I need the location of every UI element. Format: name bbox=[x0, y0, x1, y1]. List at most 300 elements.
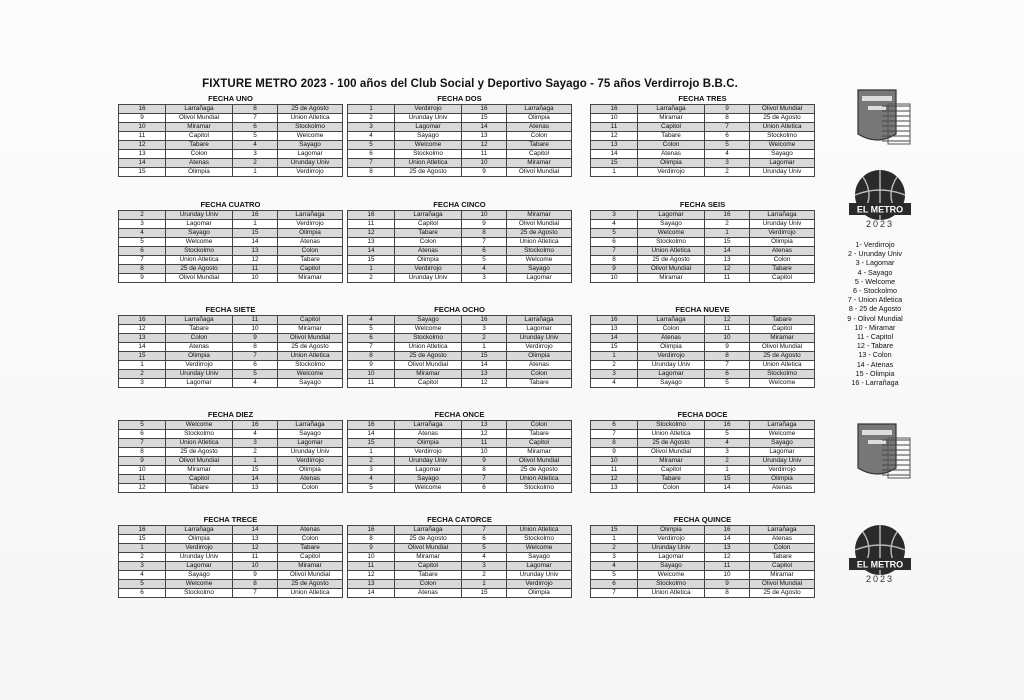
team-name: Urunday Univ bbox=[750, 457, 815, 466]
team-name: Tabare bbox=[638, 475, 705, 484]
team-name: Sayago bbox=[166, 571, 233, 580]
team-name: Larrañaga bbox=[166, 316, 233, 325]
team-name: Urunday Univ bbox=[166, 211, 233, 220]
match-row bbox=[348, 105, 572, 114]
team-name: Olimpia bbox=[395, 256, 462, 265]
match-row bbox=[348, 132, 572, 141]
team-number: 1 bbox=[348, 105, 395, 114]
team-number: 10 bbox=[591, 114, 638, 123]
team-number: 6 bbox=[591, 580, 638, 589]
team-name: Lagomar bbox=[638, 370, 705, 379]
team-name: Sayago bbox=[750, 439, 815, 448]
team-number: 12 bbox=[462, 379, 507, 388]
match-table bbox=[118, 525, 343, 598]
team-name: Colon bbox=[507, 132, 572, 141]
team-name: 25 de Agosto bbox=[638, 256, 705, 265]
match-table bbox=[118, 420, 343, 493]
match-table bbox=[590, 420, 815, 493]
team-number: 11 bbox=[705, 325, 750, 334]
match-row bbox=[591, 484, 815, 493]
team-number: 5 bbox=[591, 229, 638, 238]
team-number: 9 bbox=[705, 343, 750, 352]
team-name: Urunday Univ bbox=[638, 361, 705, 370]
team-name: Sayago bbox=[750, 150, 815, 159]
team-number: 8 bbox=[119, 265, 166, 274]
team-name: Miramar bbox=[166, 123, 233, 132]
team-number: 15 bbox=[462, 352, 507, 361]
team-name: 25 de Agosto bbox=[638, 439, 705, 448]
match-row bbox=[591, 457, 815, 466]
team-number: 6 bbox=[233, 361, 278, 370]
team-name: Lagomar bbox=[395, 123, 462, 132]
match-row bbox=[591, 325, 815, 334]
team-number: 15 bbox=[119, 168, 166, 177]
match-row bbox=[348, 370, 572, 379]
team-number: 1 bbox=[233, 168, 278, 177]
round-title: FECHA CINCO bbox=[433, 200, 486, 209]
team-number: 3 bbox=[119, 379, 166, 388]
team-number: 4 bbox=[705, 150, 750, 159]
match-row bbox=[119, 421, 343, 430]
match-row bbox=[348, 361, 572, 370]
team-name: Verdirrojo bbox=[638, 168, 705, 177]
team-number: 2 bbox=[348, 114, 395, 123]
team-number: 12 bbox=[705, 553, 750, 562]
team-number: 15 bbox=[705, 475, 750, 484]
team-number: 16 bbox=[591, 105, 638, 114]
el-metro-logo bbox=[845, 165, 915, 235]
team-name: 25 de Agosto bbox=[395, 535, 462, 544]
team-name: Lagomar bbox=[278, 439, 343, 448]
team-number: 15 bbox=[591, 526, 638, 535]
team-number: 11 bbox=[119, 475, 166, 484]
team-name: Tabare bbox=[278, 544, 343, 553]
team-number: 12 bbox=[233, 256, 278, 265]
team-number: 15 bbox=[591, 159, 638, 168]
team-number: 16 bbox=[119, 526, 166, 535]
team-number: 7 bbox=[462, 238, 507, 247]
team-name: Stockolmo bbox=[395, 150, 462, 159]
team-name: Capitol bbox=[278, 553, 343, 562]
team-name: Tabare bbox=[166, 325, 233, 334]
team-number: 6 bbox=[705, 132, 750, 141]
match-row bbox=[119, 132, 343, 141]
match-row bbox=[591, 168, 815, 177]
team-number: 13 bbox=[462, 370, 507, 379]
team-name: Miramar bbox=[638, 114, 705, 123]
team-number: 10 bbox=[233, 562, 278, 571]
match-row bbox=[348, 141, 572, 150]
match-row bbox=[119, 343, 343, 352]
team-number: 16 bbox=[119, 316, 166, 325]
match-row bbox=[119, 352, 343, 361]
team-name: Sayago bbox=[638, 379, 705, 388]
team-number: 5 bbox=[119, 238, 166, 247]
team-number: 6 bbox=[233, 123, 278, 132]
team-name: Atenas bbox=[750, 247, 815, 256]
team-name: Urunday Univ bbox=[166, 553, 233, 562]
team-name: Urunday Univ bbox=[750, 168, 815, 177]
team-number: 13 bbox=[119, 150, 166, 159]
team-number: 11 bbox=[119, 132, 166, 141]
match-row bbox=[119, 580, 343, 589]
team-name: Urunday Univ bbox=[395, 114, 462, 123]
team-number: 6 bbox=[348, 150, 395, 159]
team-name: Union Atletica bbox=[166, 256, 233, 265]
team-number: 16 bbox=[119, 105, 166, 114]
team-number: 5 bbox=[348, 141, 395, 150]
match-row bbox=[119, 211, 343, 220]
team-name: Colon bbox=[166, 334, 233, 343]
team-name: Union Atletica bbox=[507, 526, 572, 535]
match-row bbox=[591, 553, 815, 562]
team-number: 3 bbox=[233, 150, 278, 159]
team-number: 7 bbox=[348, 159, 395, 168]
match-row bbox=[591, 544, 815, 553]
team-name: Union Atletica bbox=[395, 343, 462, 352]
match-row bbox=[119, 361, 343, 370]
team-name: Olimpia bbox=[166, 168, 233, 177]
round-title: FECHA OCHO bbox=[434, 305, 485, 314]
team-number: 14 bbox=[233, 238, 278, 247]
match-row bbox=[348, 553, 572, 562]
team-name: Welcome bbox=[395, 325, 462, 334]
team-number: 16 bbox=[462, 105, 507, 114]
team-number: 8 bbox=[705, 114, 750, 123]
club-shield-logo-2 bbox=[852, 418, 912, 484]
match-row bbox=[119, 544, 343, 553]
team-name: Olivol Mundial bbox=[166, 457, 233, 466]
team-name: Olivol Mundial bbox=[507, 457, 572, 466]
team-name: Verdirrojo bbox=[278, 220, 343, 229]
team-name: Sayago bbox=[278, 141, 343, 150]
team-name: Stockolmo bbox=[278, 361, 343, 370]
match-table bbox=[590, 315, 815, 388]
legend-item: 2 - Urunday Univ bbox=[848, 249, 902, 259]
team-name: Stockolmo bbox=[278, 123, 343, 132]
team-number: 8 bbox=[348, 535, 395, 544]
team-number: 6 bbox=[462, 484, 507, 493]
legend-item: 5 - Welcome bbox=[854, 276, 896, 286]
team-number: 2 bbox=[348, 457, 395, 466]
team-name: Olimpia bbox=[395, 439, 462, 448]
match-row bbox=[119, 571, 343, 580]
team-name: Larrañaga bbox=[638, 105, 705, 114]
team-number: 1 bbox=[348, 448, 395, 457]
team-name: Welcome bbox=[278, 132, 343, 141]
match-row bbox=[591, 316, 815, 325]
match-row bbox=[119, 247, 343, 256]
match-row bbox=[591, 343, 815, 352]
team-number: 16 bbox=[591, 316, 638, 325]
match-row bbox=[348, 526, 572, 535]
team-number: 4 bbox=[233, 141, 278, 150]
team-name: Miramar bbox=[507, 159, 572, 168]
team-number: 1 bbox=[591, 168, 638, 177]
team-name: 25 de Agosto bbox=[166, 448, 233, 457]
team-number: 10 bbox=[591, 274, 638, 283]
team-name: Capitol bbox=[750, 274, 815, 283]
team-name: Lagomar bbox=[166, 562, 233, 571]
match-row bbox=[591, 141, 815, 150]
team-name: Miramar bbox=[395, 553, 462, 562]
team-name: Verdirrojo bbox=[638, 352, 705, 361]
match-row bbox=[119, 430, 343, 439]
team-number: 3 bbox=[348, 466, 395, 475]
team-number: 3 bbox=[348, 123, 395, 132]
match-row bbox=[348, 544, 572, 553]
team-name: 25 de Agosto bbox=[166, 265, 233, 274]
team-number: 14 bbox=[591, 334, 638, 343]
team-name: Olimpia bbox=[750, 475, 815, 484]
team-number: 14 bbox=[462, 123, 507, 132]
team-number: 11 bbox=[348, 562, 395, 571]
round-block bbox=[347, 94, 572, 177]
team-number: 4 bbox=[705, 439, 750, 448]
match-row bbox=[348, 430, 572, 439]
team-name: Urunday Univ bbox=[278, 159, 343, 168]
match-row bbox=[119, 141, 343, 150]
team-name: 25 de Agosto bbox=[278, 343, 343, 352]
team-name: Union Atletica bbox=[750, 361, 815, 370]
round-block bbox=[590, 305, 815, 388]
round-title: FECHA NUEVE bbox=[675, 305, 730, 314]
team-number: 11 bbox=[705, 562, 750, 571]
team-name: Atenas bbox=[750, 484, 815, 493]
match-row bbox=[119, 159, 343, 168]
team-name: Lagomar bbox=[166, 379, 233, 388]
team-number: 10 bbox=[119, 123, 166, 132]
team-number: 14 bbox=[348, 430, 395, 439]
team-number: 13 bbox=[705, 544, 750, 553]
team-number: 4 bbox=[591, 220, 638, 229]
team-number: 5 bbox=[119, 421, 166, 430]
team-name: Lagomar bbox=[278, 150, 343, 159]
team-name: Lagomar bbox=[638, 211, 705, 220]
team-name: Atenas bbox=[507, 361, 572, 370]
team-number: 7 bbox=[233, 589, 278, 598]
team-number: 14 bbox=[348, 589, 395, 598]
match-row bbox=[119, 553, 343, 562]
match-table bbox=[118, 315, 343, 388]
team-number: 14 bbox=[348, 247, 395, 256]
team-name: Stockolmo bbox=[750, 370, 815, 379]
team-number: 4 bbox=[591, 379, 638, 388]
team-number: 8 bbox=[462, 229, 507, 238]
team-name: Capitol bbox=[166, 132, 233, 141]
match-table bbox=[590, 525, 815, 598]
match-row bbox=[119, 457, 343, 466]
match-row bbox=[591, 274, 815, 283]
team-number: 2 bbox=[705, 220, 750, 229]
team-name: Urunday Univ bbox=[395, 274, 462, 283]
team-name: Welcome bbox=[395, 141, 462, 150]
team-name: Union Atletica bbox=[278, 114, 343, 123]
team-name: Welcome bbox=[395, 484, 462, 493]
team-name: Urunday Univ bbox=[278, 448, 343, 457]
team-name: Urunday Univ bbox=[395, 457, 462, 466]
match-row bbox=[591, 123, 815, 132]
match-row bbox=[119, 150, 343, 159]
team-name: Welcome bbox=[638, 229, 705, 238]
match-row bbox=[591, 256, 815, 265]
page-title: FIXTURE METRO 2023 - 100 años del Club Social y Deportivo Sayago - 75 años Verdirrojo B.B.C. bbox=[202, 78, 738, 90]
team-name: Welcome bbox=[166, 421, 233, 430]
team-number: 2 bbox=[233, 159, 278, 168]
round-block bbox=[347, 515, 572, 598]
team-name: Sayago bbox=[278, 430, 343, 439]
match-row bbox=[591, 150, 815, 159]
match-table bbox=[118, 104, 343, 177]
team-name: Miramar bbox=[507, 448, 572, 457]
match-row bbox=[119, 229, 343, 238]
team-number: 10 bbox=[119, 466, 166, 475]
match-row bbox=[591, 475, 815, 484]
team-number: 14 bbox=[119, 159, 166, 168]
el-metro-logo-2 bbox=[845, 520, 915, 590]
team-number: 8 bbox=[462, 466, 507, 475]
legend-item: 15 - Olimpia bbox=[855, 368, 895, 378]
team-number: 15 bbox=[462, 589, 507, 598]
team-name: Capitol bbox=[638, 123, 705, 132]
team-name: Atenas bbox=[395, 247, 462, 256]
team-number: 1 bbox=[705, 466, 750, 475]
team-name: Larrañaga bbox=[166, 105, 233, 114]
match-row bbox=[119, 220, 343, 229]
team-name: Capitol bbox=[278, 316, 343, 325]
team-name: Olivol Mundial bbox=[395, 544, 462, 553]
team-name: Stockolmo bbox=[638, 238, 705, 247]
team-number: 10 bbox=[233, 274, 278, 283]
team-name: Union Atletica bbox=[638, 430, 705, 439]
team-number: 14 bbox=[119, 343, 166, 352]
team-number: 12 bbox=[591, 132, 638, 141]
team-number: 8 bbox=[233, 105, 278, 114]
team-number: 3 bbox=[233, 439, 278, 448]
team-number: 3 bbox=[591, 211, 638, 220]
match-row bbox=[348, 256, 572, 265]
team-number: 16 bbox=[348, 421, 395, 430]
team-number: 15 bbox=[348, 439, 395, 448]
team-number: 16 bbox=[233, 211, 278, 220]
team-number: 11 bbox=[591, 466, 638, 475]
team-number: 16 bbox=[462, 316, 507, 325]
match-row bbox=[119, 123, 343, 132]
team-name: Tabare bbox=[166, 484, 233, 493]
team-number: 14 bbox=[705, 484, 750, 493]
match-row bbox=[119, 484, 343, 493]
team-name: Larrañaga bbox=[750, 526, 815, 535]
team-number: 13 bbox=[348, 580, 395, 589]
team-name: Capitol bbox=[395, 220, 462, 229]
team-name: Atenas bbox=[395, 589, 462, 598]
team-name: Stockolmo bbox=[507, 247, 572, 256]
team-name: Atenas bbox=[507, 123, 572, 132]
match-row bbox=[348, 448, 572, 457]
team-name: Atenas bbox=[395, 430, 462, 439]
match-row bbox=[348, 325, 572, 334]
team-name: Union Atletica bbox=[638, 247, 705, 256]
team-name: Colon bbox=[638, 325, 705, 334]
team-number: 13 bbox=[591, 325, 638, 334]
team-name: Union Atletica bbox=[278, 589, 343, 598]
team-number: 14 bbox=[233, 475, 278, 484]
match-row bbox=[348, 475, 572, 484]
team-number: 10 bbox=[233, 325, 278, 334]
team-name: Atenas bbox=[278, 526, 343, 535]
team-name: Tabare bbox=[507, 430, 572, 439]
team-name: Tabare bbox=[638, 132, 705, 141]
team-number: 8 bbox=[233, 343, 278, 352]
team-name: Sayago bbox=[278, 379, 343, 388]
match-row bbox=[348, 343, 572, 352]
match-row bbox=[591, 370, 815, 379]
team-name: Sayago bbox=[395, 132, 462, 141]
team-name: Olivol Mundial bbox=[166, 274, 233, 283]
team-name: Welcome bbox=[278, 370, 343, 379]
match-row bbox=[348, 150, 572, 159]
team-name: Colon bbox=[507, 421, 572, 430]
match-row bbox=[348, 316, 572, 325]
svg-text:2023: 2023 bbox=[865, 574, 895, 584]
team-number: 4 bbox=[462, 553, 507, 562]
team-number: 8 bbox=[705, 352, 750, 361]
team-name: Sayago bbox=[166, 229, 233, 238]
team-number: 16 bbox=[348, 211, 395, 220]
team-name: Miramar bbox=[278, 274, 343, 283]
match-row bbox=[591, 211, 815, 220]
round-title: FECHA TRES bbox=[678, 94, 727, 103]
team-name: Capitol bbox=[750, 325, 815, 334]
team-number: 11 bbox=[591, 123, 638, 132]
team-number: 3 bbox=[462, 325, 507, 334]
team-name: Olivol Mundial bbox=[750, 580, 815, 589]
team-number: 12 bbox=[119, 141, 166, 150]
round-block bbox=[118, 94, 343, 177]
match-row bbox=[119, 589, 343, 598]
team-name: Colon bbox=[166, 150, 233, 159]
team-name: Verdirrojo bbox=[395, 448, 462, 457]
team-number: 7 bbox=[462, 526, 507, 535]
team-number: 8 bbox=[119, 448, 166, 457]
team-name: Verdirrojo bbox=[395, 105, 462, 114]
team-number: 3 bbox=[705, 448, 750, 457]
team-name: Olimpia bbox=[278, 229, 343, 238]
team-name: 25 de Agosto bbox=[395, 352, 462, 361]
team-number: 12 bbox=[233, 544, 278, 553]
team-name: Olivol Mundial bbox=[507, 168, 572, 177]
team-number: 3 bbox=[119, 562, 166, 571]
match-row bbox=[348, 439, 572, 448]
club-shield-logo bbox=[852, 84, 912, 150]
match-row bbox=[348, 457, 572, 466]
team-name: Larrañaga bbox=[750, 421, 815, 430]
team-name: Tabare bbox=[278, 256, 343, 265]
team-number: 10 bbox=[348, 370, 395, 379]
match-row bbox=[591, 535, 815, 544]
team-name: Olimpia bbox=[638, 526, 705, 535]
team-number: 15 bbox=[233, 466, 278, 475]
team-name: Welcome bbox=[750, 141, 815, 150]
team-name: Olivol Mundial bbox=[638, 265, 705, 274]
team-number: 11 bbox=[233, 316, 278, 325]
legend-item: 8 - 25 de Agosto bbox=[848, 304, 902, 314]
team-number: 1 bbox=[591, 535, 638, 544]
match-table bbox=[347, 525, 572, 598]
team-name: Olimpia bbox=[638, 159, 705, 168]
team-name: Larrañaga bbox=[278, 211, 343, 220]
team-number: 6 bbox=[119, 430, 166, 439]
